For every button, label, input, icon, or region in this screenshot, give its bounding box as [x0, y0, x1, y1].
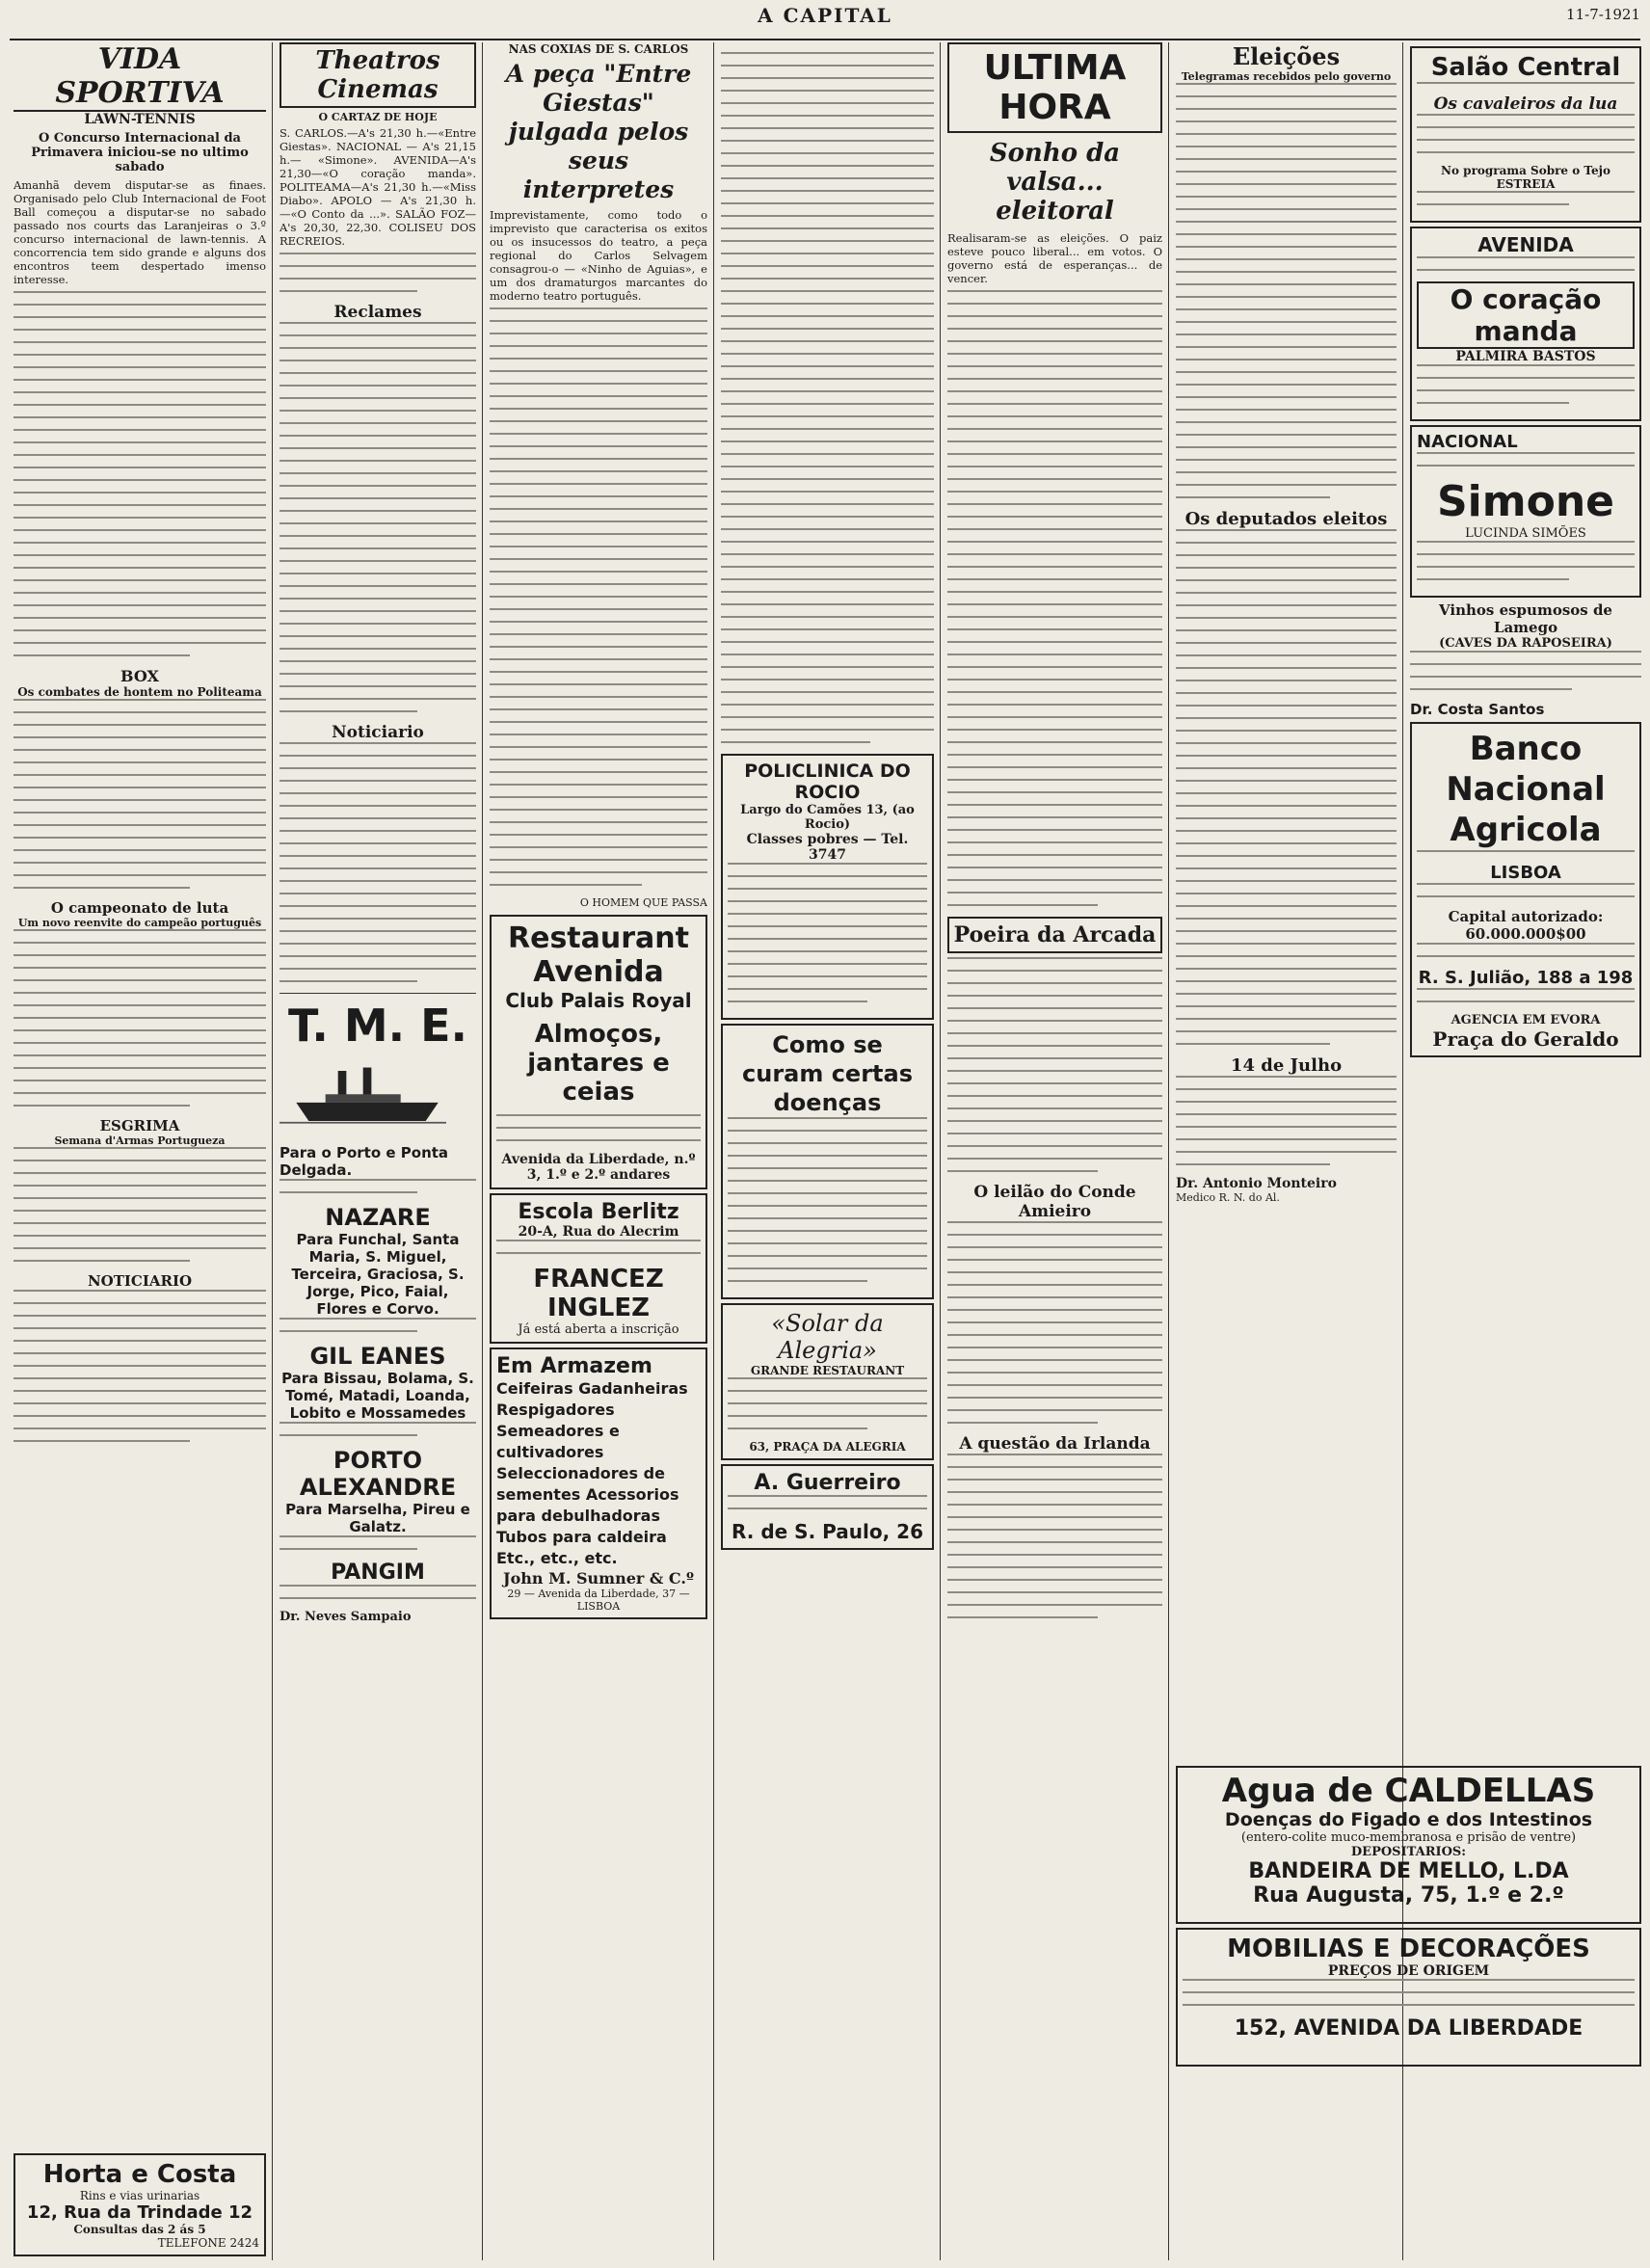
ad-solar-alegria	[721, 1303, 934, 1460]
column-rule	[482, 42, 483, 2260]
column-eleicoes	[1176, 42, 1397, 1757]
text-block	[279, 1422, 476, 1436]
ad-gil-eanes: GIL EANES	[309, 1343, 446, 1370]
ad-line: Largo do Camões 13, (ao Rocio)	[740, 803, 915, 832]
ad-line: O coração manda	[1417, 281, 1635, 349]
ad-address: 29 — Avenida da Liberdade, 37 — LISBOA	[507, 1588, 690, 1613]
column-ads-right	[1410, 42, 1641, 1757]
box-subtitle: Os combates de hontem no Politeama	[17, 685, 262, 699]
section-14-julho: 14 de Julho	[1230, 1055, 1343, 1076]
text-block	[279, 322, 476, 712]
text-block	[1410, 651, 1641, 690]
ad-line: BANDEIRA DE MELLO, L.DA	[1248, 1859, 1569, 1883]
section-irlanda: A questão da Irlanda	[959, 1434, 1151, 1454]
article-signature: O HOMEM QUE PASSA	[579, 896, 707, 909]
column-ultima-hora	[947, 42, 1162, 2260]
ad-em-armazem	[490, 1347, 707, 1619]
ad-antonio-monteiro: Dr. Antonio Monteiro	[1176, 1176, 1337, 1191]
text-block	[13, 929, 266, 1107]
kicker: NAS COXIAS DE S. CARLOS	[508, 42, 689, 56]
ad-line: Em Armazem	[496, 1354, 652, 1378]
text-block	[279, 253, 476, 292]
ad-hours: Consultas das 2 ás 5	[73, 2223, 206, 2236]
article-headline: Eleições	[1232, 42, 1341, 70]
text-block	[1417, 452, 1635, 467]
steamship-icon	[279, 1057, 446, 1134]
text-block	[13, 1290, 266, 1442]
ad-line: A. Guerreiro	[754, 1471, 901, 1495]
ad-line: AVENIDA	[1477, 233, 1574, 256]
ad-line: 20-A, Rua do Alecrim	[518, 1224, 679, 1240]
ad-line: Como se curam certas doenças	[742, 1031, 913, 1116]
ad-address: Avenida da Liberdade, n.º 3, 1.º e 2.º andares	[501, 1152, 696, 1183]
text-block	[1417, 883, 1635, 897]
article-paragraph: Amanhã devem disputar-se as finaes. Organisado pelo Club Internacional de Foot Ball começou a disputar-se no sabado passado nos courts das Laranjeiras o 3.º concurso internacional de lawn-tennis. A concorrencia tem sido grande e alguns dos encontros teem despertado imenso interesse.	[13, 178, 266, 286]
masthead-theatros-cinemas: Theatros Cinemas	[279, 42, 476, 108]
ad-line: DEPOSITARIOS:	[1350, 1845, 1467, 1859]
column-sports	[13, 42, 266, 2260]
article-subtitle: Telegramas recebidos pelo governo	[1181, 70, 1392, 83]
ad-line: Banco Nacional Agricola	[1446, 730, 1606, 849]
ad-line: PALMIRA BASTOS	[1455, 349, 1596, 364]
ad-address: 12, Rua da Trindade 12	[26, 2202, 253, 2223]
ad-banco-agricola	[1410, 722, 1641, 1057]
ad-line: Doenças do Figado e dos Intestinos	[1224, 1809, 1593, 1830]
ad-como-se-curam	[721, 1024, 934, 1299]
column-rule	[940, 42, 941, 2260]
text-block	[13, 1147, 266, 1262]
text-block	[1417, 943, 1635, 957]
ad-line: Classes pobres — Tel. 3747	[746, 832, 909, 863]
ad-line: Praça do Geraldo	[1432, 1027, 1619, 1051]
ad-gil-eanes-route: Para Bissau, Bolama, S. Tomé, Matadi, Loanda, Lobito e Mossamedes	[281, 1370, 474, 1422]
luta-subtitle: Um novo reenvite do campeão português	[17, 917, 262, 929]
ad-line: «Solar da Alegria»	[771, 1310, 884, 1364]
ad-salao-central	[1410, 46, 1641, 223]
main-headline: A peça "Entre Giestas" julgada pelos seus interpretes	[505, 60, 692, 203]
ad-caves-raposeira: (CAVES DA RAPOSEIRA)	[1439, 636, 1612, 651]
theatre-listing: S. CARLOS.—A's 21,30 h.—«Entre Giestas». NACIONAL — A's 21,15 h.— «Simone». AVENIDA—A's 21,30—«O coração manda». POLITEAMA—A's 21,30 h.—«Miss Diabo». APOLO — A's 21,30 h.—«O Conto da ...». SALÃO FOZ—A's 20,30, 22,30. COLISEU DOS RECREIOS.	[279, 126, 476, 248]
ad-line: LISBOA	[1490, 863, 1561, 883]
section-esgrima: ESGRIMA	[99, 1117, 180, 1134]
ad-horta-costa	[13, 2153, 266, 2256]
ad-teatro-nacional	[1410, 425, 1641, 598]
text-block	[721, 52, 934, 743]
text-block	[947, 957, 1162, 1172]
text-block	[1176, 529, 1397, 1045]
column-rule	[272, 42, 273, 2260]
ad-line: Já está aberta a inscrição	[518, 1322, 679, 1337]
ad-porto-alexandre-route: Para Marselha, Pireu e Galatz.	[285, 1501, 470, 1535]
column-rule	[1168, 42, 1169, 2260]
ad-neves-sampaio: Dr. Neves Sampaio	[279, 1610, 412, 1624]
ad-pangim: PANGIM	[331, 1561, 425, 1585]
ad-escola-berlitz	[490, 1193, 707, 1344]
ad-line: PREÇOS DE ORIGEM	[1327, 1963, 1490, 1979]
ad-antonio-monteiro-sub: Medico R. N. do Al.	[1176, 1191, 1280, 1204]
luta-title: O campeonato de luta	[50, 899, 229, 917]
text-block	[496, 1114, 701, 1141]
article-headline: Sonho da valsa... eleitoral	[989, 139, 1121, 226]
text-block	[1417, 82, 1635, 84]
ad-line: Ceifeiras Gadanheiras Respigadores Semeadores e cultivadores Seleccionadores de sementes Acessorios para debulhadoras Tubos para caldeira Etc., etc., etc.	[496, 1379, 688, 1567]
ad-nazare: NAZARE	[325, 1204, 431, 1231]
ad-line: (entero-colite muco-membranosa e prisão de ventre)	[1240, 1830, 1577, 1845]
ad-mobilias	[1176, 1928, 1641, 2067]
text-block	[13, 291, 266, 656]
ad-policlinica	[721, 754, 934, 1020]
ad-phone: TELEFONE 2424	[157, 2236, 259, 2250]
section-noticiario: NOTICIARIO	[87, 1272, 193, 1290]
ad-title: Horta e Costa	[42, 2160, 237, 2189]
ad-address: 63, PRAÇA DA ALEGRIA	[749, 1440, 906, 1454]
ad-line: MOBILIAS E DECORAÇÕES	[1227, 1934, 1590, 1963]
text-block	[728, 1117, 927, 1282]
ad-line: Avenida	[533, 955, 664, 989]
text-block	[279, 742, 476, 982]
ad-line: Salão Central	[1430, 53, 1621, 82]
text-block	[1417, 191, 1635, 205]
text-block	[279, 1535, 476, 1550]
page-header	[10, 0, 1640, 40]
ad-line: John M. Sumner & C.º	[503, 1569, 694, 1588]
ad-restaurant-avenida	[490, 915, 707, 1189]
section-leilao: O leilão do Conde Amieiro	[973, 1183, 1136, 1221]
text-block	[1417, 256, 1635, 271]
text-block	[1176, 1076, 1397, 1165]
column-middle	[721, 42, 934, 2260]
ad-porto-alexandre: PORTO ALEXANDRE	[299, 1447, 457, 1501]
ad-line: AGENCIA EM EVORA	[1450, 1013, 1601, 1027]
column-theatre	[279, 42, 476, 2260]
text-block	[728, 863, 927, 1002]
ad-vinhos-lamego: Vinhos espumosos de Lamego	[1439, 601, 1612, 636]
ad-guerreiro	[721, 1464, 934, 1550]
ad-line: R. S. Julião, 188 a 198	[1418, 968, 1634, 988]
ad-address: Rua Augusta, 75, 1.º e 2.º	[1253, 1883, 1564, 1908]
text-block	[1417, 850, 1635, 852]
text-block	[1417, 364, 1635, 404]
text-block	[1183, 1979, 1635, 2006]
ad-line: Almoços, jantares e ceias	[527, 1020, 670, 1107]
text-block	[728, 1495, 927, 1509]
text-block	[947, 290, 1162, 906]
ad-line: Escola Berlitz	[518, 1200, 679, 1224]
section-box: BOX	[120, 667, 159, 685]
text-block	[279, 1585, 476, 1599]
text-block	[1417, 541, 1635, 580]
column-theatre-review	[490, 42, 707, 2260]
ad-line: LUCINDA SIMÕES	[1465, 526, 1586, 541]
ad-line: Club Palais Royal	[505, 989, 692, 1012]
ad-subtitle: Rins e vias urinarias	[79, 2189, 200, 2202]
cartaz-heading: O CARTAZ DE HOJE	[318, 111, 438, 123]
ad-line: No programa Sobre o Tejo ESTREIA	[1441, 164, 1610, 191]
article-paragraph: Realisaram-se as eleições. O paiz esteve pouco liberal... em votos. O governo está de esperanças... de vencer.	[947, 231, 1162, 285]
article-paragraph: Imprevistamente, como todo o imprevisto que caracterisa os exitos ou os insucessos do teatro, a peça regional do Carlos Selvagem consagrou-o — «Ninho de Aguias», e um dos dramaturgos marcantes do moderno teatro português.	[490, 208, 707, 303]
text-block	[1176, 83, 1397, 498]
column-rule	[713, 42, 714, 2260]
esgrima-subtitle: Semana d'Armas Portugueza	[54, 1134, 226, 1147]
ad-address: 152, AVENIDA DA LIBERDADE	[1234, 2016, 1583, 2041]
text-block	[496, 1240, 701, 1254]
ad-teatro-avenida	[1410, 227, 1641, 421]
masthead-ultima-hora: ULTIMA HORA	[947, 42, 1162, 133]
ad-address: R. de S. Paulo, 26	[732, 1520, 923, 1543]
ad-line: Agua de CALDELLAS	[1221, 1772, 1596, 1810]
ad-line: GRANDE RESTAURANT	[750, 1364, 905, 1377]
section-deputados: Os deputados eleitos	[1184, 509, 1388, 529]
text-block	[947, 1454, 1162, 1618]
ad-nazare-route: Para Funchal, Santa Maria, S. Miguel, Terceira, Graciosa, S. Jorge, Pico, Faial, Flores e Corvo.	[291, 1231, 465, 1318]
text-block	[1417, 114, 1635, 153]
masthead-vida-sportiva: VIDA SPORTIVA	[13, 42, 266, 112]
paper-name: A CAPITAL	[758, 4, 892, 27]
ad-line: Simone	[1436, 477, 1614, 526]
ad-costa-santos: Dr. Costa Santos	[1410, 701, 1545, 718]
article-headline: O Concurso Internacional da Primavera iniciou-se no ultimo sabado	[31, 131, 249, 174]
section-lawn-tennis: LAWN-TENNIS	[84, 112, 196, 127]
text-block	[279, 1179, 476, 1193]
section-noticiario-2: Noticiario	[332, 723, 424, 742]
text-block	[279, 1318, 476, 1332]
ad-tme-route: Para o Porto e Ponta Delgada.	[279, 1144, 449, 1179]
text-block	[947, 1221, 1162, 1424]
text-block	[13, 699, 266, 889]
ad-line: POLICLINICA DO ROCIO	[744, 760, 911, 803]
text-block	[1417, 988, 1635, 1002]
ad-line: Restaurant	[508, 921, 689, 955]
ad-tme: T. M. E.	[287, 1000, 468, 1052]
ad-agua-caldellas	[1176, 1766, 1641, 1924]
text-block	[490, 307, 707, 886]
bottom-ads	[1176, 1762, 1641, 2260]
section-reclames: Reclames	[333, 303, 422, 322]
ad-line: NACIONAL	[1417, 432, 1518, 452]
text-block	[728, 1377, 927, 1429]
ad-line: FRANCEZ INGLEZ	[533, 1265, 664, 1322]
ad-line: Capital autorizado: 60.000.000$00	[1448, 908, 1604, 943]
ad-line: Os cavaleiros da lua	[1433, 94, 1618, 114]
section-poeira-arcada: Poeira da Arcada	[947, 917, 1162, 953]
issue-date: 11-7-1921	[1566, 6, 1640, 23]
